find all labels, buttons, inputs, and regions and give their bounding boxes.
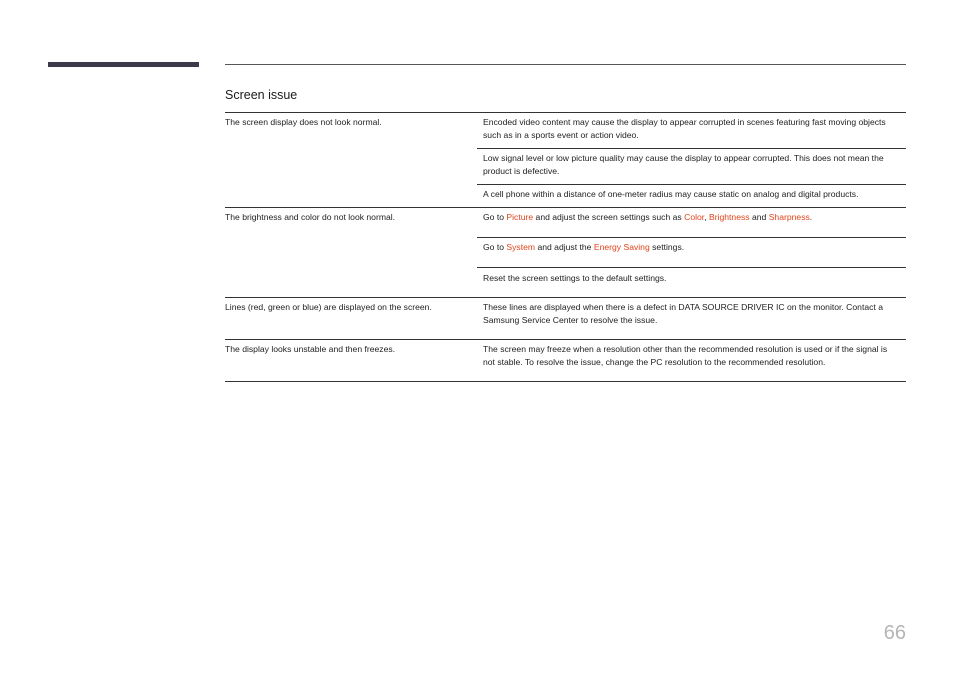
symptom-cell: Lines (red, green or blue) are displayed on the screen. (225, 302, 432, 312)
solution-text: and (749, 212, 769, 222)
solution-item (477, 298, 906, 339)
menu-term-color: Color (684, 212, 705, 222)
solution-item (477, 113, 906, 148)
solutions-cell (477, 208, 906, 297)
solution-item (477, 184, 906, 207)
table-row (225, 339, 906, 381)
table-row (225, 113, 906, 207)
solution-text: These lines are displayed when there is a defect in (483, 302, 679, 312)
solutions-cell (477, 340, 906, 381)
menu-term-brightness: Brightness (708, 212, 750, 222)
solution-text: Go to (483, 212, 507, 222)
solution-text: Go to (483, 242, 507, 252)
header-rule (225, 64, 906, 65)
troubleshooting-table (225, 112, 906, 382)
solution-text: and adjust the screen settings such as (533, 212, 685, 222)
solution-text: , (704, 212, 709, 222)
menu-term-energy-saving: Energy Saving (593, 242, 650, 252)
solution-item (477, 237, 906, 267)
solution-item (477, 148, 906, 184)
menu-term-picture: Picture (506, 212, 534, 222)
solution-text: settings. (649, 242, 685, 252)
header-accent-bar (48, 62, 199, 67)
solution-text: Reset the screen settings to the default settings. (483, 273, 667, 283)
symptom-cell: The display looks unstable and then freezes. (225, 344, 396, 354)
table-row (225, 207, 906, 297)
solution-text: on the monitor. Contact a Samsung Service Center to resolve the issue. (483, 302, 883, 325)
solution-text: Encoded video content may cause the display to appear corrupted in scenes featuring fast moving objects such as in a sports event or action video. (483, 117, 886, 140)
solution-item (477, 208, 906, 237)
symptom-cell: The brightness and color do not look normal. (225, 212, 396, 222)
solution-item (477, 267, 906, 297)
section-title: Screen issue (225, 88, 298, 102)
component-name: DATA SOURCE DRIVER IC (678, 302, 785, 312)
menu-term-sharpness: Sharpness (768, 212, 810, 222)
solutions-cell (477, 298, 906, 339)
symptom-cell: The screen display does not look normal. (225, 117, 382, 127)
solution-text: and adjust the (535, 242, 594, 252)
menu-term-system: System (506, 242, 536, 252)
solution-item (477, 340, 906, 381)
solution-text: The screen may freeze when a resolution other than the recommended resolution is used or if the signal is not stable. To resolve the issue, change the PC resolution to the recommended resolution. (483, 344, 888, 367)
solution-text: Low signal level or low picture quality may cause the display to appear corrupted. This does not mean the product is defective. (483, 153, 884, 176)
table-row (225, 297, 906, 339)
solution-text: . (809, 212, 813, 222)
solution-text: A cell phone within a distance of one-meter radius may cause static on analog and digital products. (483, 189, 859, 199)
solutions-cell (477, 113, 906, 207)
page-number: 66 (883, 622, 906, 644)
